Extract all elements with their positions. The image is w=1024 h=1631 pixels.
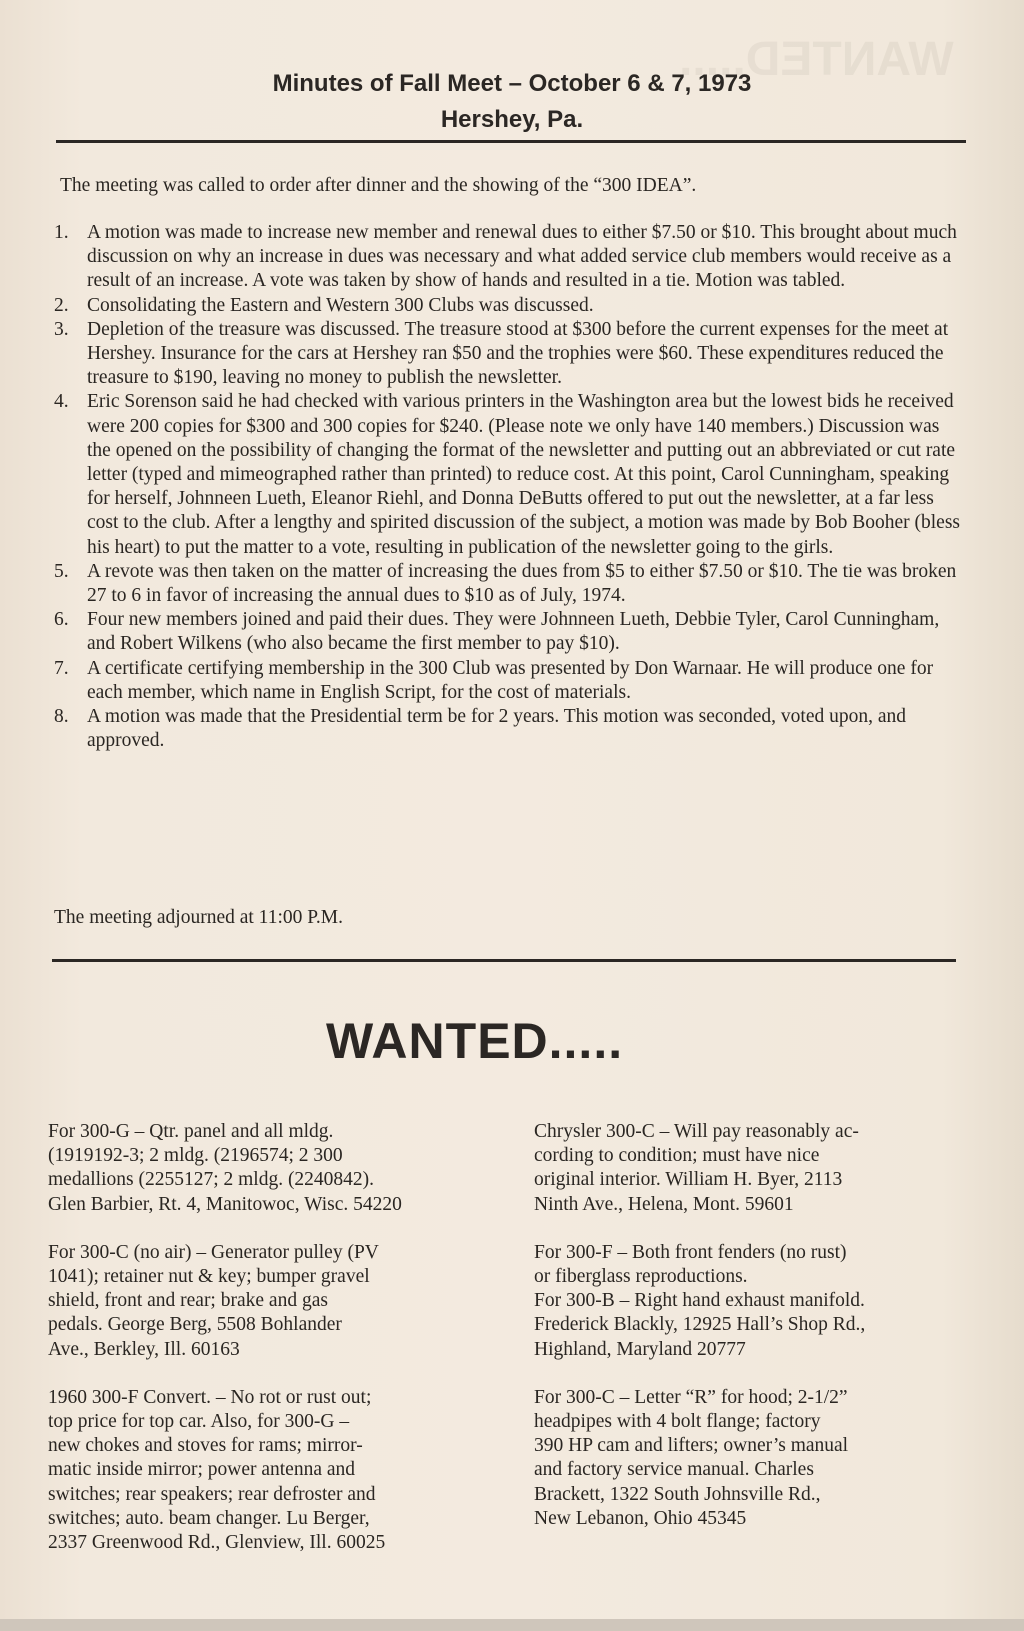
ad-line: For 300-F – Both front fenders (no rust) [534,1241,847,1263]
minutes-item [54,318,966,391]
item-number: 8. [54,706,69,728]
item-text: Four new members joined and paid their dues. They were Johnneen Lueth, Debbie Tyler, Carol Cunningham, and Robert Wilkens (who also became the first member to pay $10). [87,609,940,655]
item-number: 3. [54,318,69,340]
item-number: 5. [54,560,69,582]
ad-line: (1919192-3; 2 mldg. (2196574; 2 300 [48,1145,343,1167]
wanted-ad [534,1241,974,1362]
ad-line: top price for top car. Also, for 300-G – [48,1411,350,1433]
item-text: Eric Sorenson said he had checked with various printers in the Washington area but the lowest bids he received were 200 copies for $300 and 300 copies for $240. (Please note we only have 140 members.) Discussion was the opened on the possibility of changing the format of the newsletter and putting out an abbreviated or cut rate letter (typed and mimeographed rather than printed) to reduce cost. At this point, Carol Cunningham, speaking for herself, Johnneen Lueth, Eleanor Riehl, and Donna DeButts offered to put out the newsletter, at a far less cost to the club. After a lengthy and spirited discussion of the subject, a motion was made by Bob Booher (bless his heart) to put the matter to a vote, resulting in publication of the newsletter going to the girls. [87,391,961,558]
wanted-ad [48,1386,498,1555]
minutes-item [54,705,966,753]
wanted-ad [534,1386,974,1531]
item-text: Consolidating the Eastern and Western 300 Clubs was discussed. [87,294,594,316]
ad-line: switches; rear speakers; rear defroster and [48,1483,376,1505]
ad-line: For 300-C (no air) – Generator pulley (PV [48,1241,379,1263]
minutes-item [54,221,966,294]
ad-line: 1960 300-F Convert. – No rot or rust out; [48,1386,372,1408]
item-text: A motion was made to increase new member and renewal dues to either $7.50 or $10. This brought about much discussion on why an increase in dues was necessary and what added service club members would receive as a result of an increase. A vote was taken by show of hands and resulted in a tie. Motion was tabled. [87,222,957,292]
item-text: A certificate certifying membership in the 300 Club was presented by Don Warnaar. He will produce one for each member, which name in English Script, for the cost of materials. [87,657,934,703]
ad-line: 2337 Greenwood Rd., Glenview, Ill. 60025 [48,1532,386,1554]
wanted-ad [48,1241,498,1362]
top-divider [56,140,966,143]
item-number: 1. [54,222,69,243]
minutes-item [54,657,966,705]
page-subtitle-location: Hershey, Pa. [440,106,584,133]
ad-line: switches; auto. beam changer. Lu Berger, [48,1507,370,1529]
minutes-intro: The meeting was called to order after dinner and the showing of the “300 IDEA”. [60,175,697,196]
minutes-item [54,390,966,559]
wanted-column-right [534,1120,974,1555]
ad-line: Chrysler 300-C – Will pay reasonably ac- [534,1121,859,1142]
item-number: 6. [54,609,69,631]
ad-line: headpipes with 4 bolt flange; factory [534,1411,821,1433]
ad-line: 1041); retainer nut & key; bumper gravel [48,1266,370,1288]
ad-line: Ninth Ave., Helena, Mont. 59601 [534,1193,794,1215]
ad-line: New Lebanon, Ohio 45345 [534,1507,747,1529]
ad-line: 390 HP cam and lifters; owner’s manual [534,1435,849,1457]
page-title: Minutes of Fall Meet – October 6 & 7, 1973 [272,70,752,97]
page-bottom-edge [0,1619,1024,1631]
show-through-text: WANTED..... [679,33,954,86]
ad-line: Frederick Blackly, 12925 Hall’s Shop Rd., [534,1314,866,1336]
minutes-list [54,221,966,753]
ad-line: Highland, Maryland 20777 [534,1338,746,1360]
item-number: 2. [54,294,69,316]
item-text: A revote was then taken on the matter of increasing the dues from $5 to either $7.50 or $10. The tie was broken 27 to 6 in favor of increasing the annual dues to $10 as of July, 1974. [87,560,957,607]
ad-line: Glen Barbier, Rt. 4, Manitowoc, Wisc. 54220 [48,1193,402,1215]
ad-line: matic inside mirror; power antenna and [48,1459,356,1481]
ad-line: cording to condition; must have nice [534,1145,820,1167]
ad-line: For 300-B – Right hand exhaust manifold. [534,1290,865,1312]
ad-line: or fiberglass reproductions. [534,1266,748,1288]
wanted-heading: WANTED..... [326,1013,624,1069]
ad-line: original interior. William H. Byer, 2113 [534,1169,843,1191]
wanted-column-left [48,1120,498,1579]
minutes-item [54,294,966,318]
ad-line: new chokes and stoves for rams; mirror- [48,1435,363,1457]
minutes-closing: The meeting adjourned at 11:00 P.M. [54,907,344,928]
wanted-ad [534,1120,974,1217]
minutes-item [54,560,966,608]
wanted-ad [48,1120,498,1217]
minutes-item [54,608,966,656]
item-number: 7. [54,657,69,679]
section-divider [52,959,956,962]
ad-line: For 300-C – Letter “R” for hood; 2-1/2” [534,1386,848,1408]
ad-line: pedals. George Berg, 5508 Bohlander [48,1314,342,1336]
item-text: A motion was made that the Presidential term be for 2 years. This motion was seconded, voted upon, and approved. [87,706,907,752]
item-text: Depletion of the treasure was discussed. The treasure stood at $300 before the current expenses for the meet at Hershey. Insurance for the cars at Hershey ran $50 and the trophies were $60. These expenditures reduced the treasure to $190, leaving no money to publish the newsletter. [87,318,949,389]
ad-line: Brackett, 1322 South Johnsville Rd., [534,1483,821,1505]
ad-line: Ave., Berkley, Ill. 60163 [48,1338,240,1360]
item-number: 4. [54,391,69,413]
ad-line: and factory service manual. Charles [534,1459,814,1481]
ad-line: shield, front and rear; brake and gas [48,1290,328,1312]
ad-line: medallions (2255127; 2 mldg. (2240842). [48,1169,375,1191]
ad-line: For 300-G – Qtr. panel and all mldg. [48,1121,334,1142]
